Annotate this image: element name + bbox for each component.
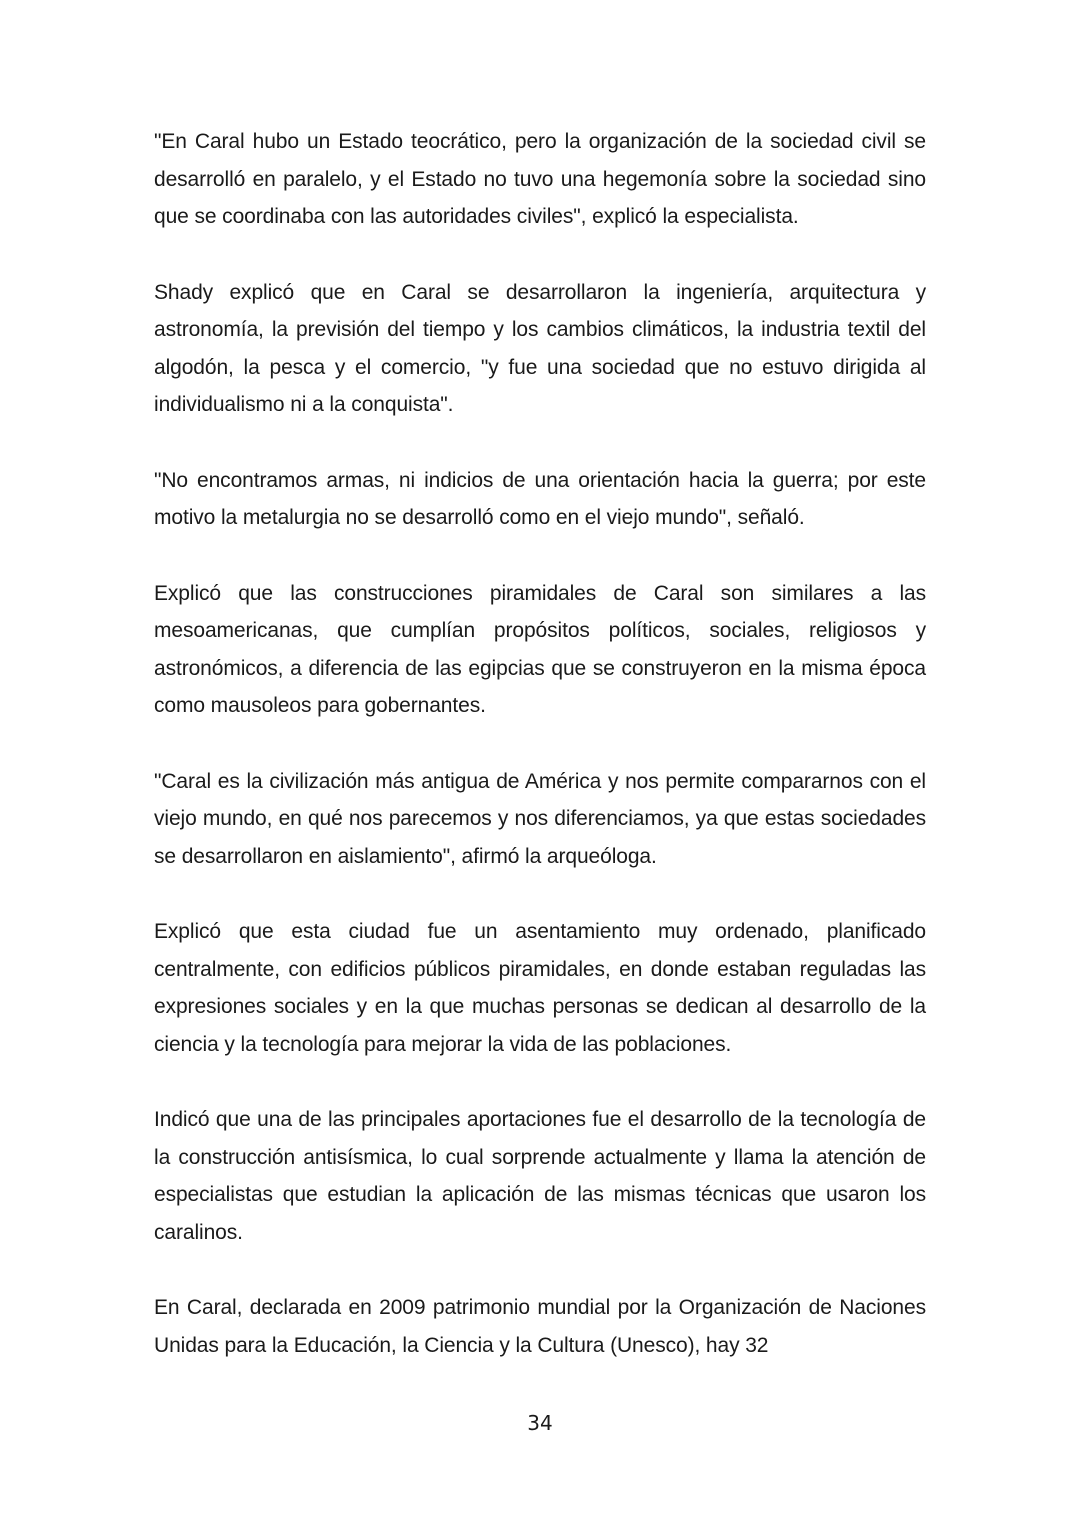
paragraph: Explicó que las construcciones piramidales de Caral son similares a las mesoamericanas, que cumplían propósitos políticos, sociales, religiosos y astronómicos, a diferencia de las egipcias que se construyeron en la misma época como mausoleos para gobernantes. bbox=[154, 581, 926, 717]
paragraph: "Caral es la civilización más antigua de América y nos permite compararnos con el viejo mundo, en qué nos parecemos y nos diferenciamos, ya que estas sociedades se desarrollaron en aislamiento", afirmó la arqueóloga. bbox=[154, 769, 926, 868]
body-text bbox=[154, 123, 926, 1402]
page-number: 34 bbox=[527, 1411, 553, 1435]
paragraph: "No encontramos armas, ni indicios de una orientación hacia la guerra; por este motivo la metalurgia no se desarrolló como en el viejo mundo", señaló. bbox=[154, 468, 926, 529]
paragraph: "En Caral hubo un Estado teocrático, pero la organización de la sociedad civil se desarrolló en paralelo, y el Estado no tuvo una hegemonía sobre la sociedad sino que se coordinaba con las autoridades civiles", explicó la especialista. bbox=[154, 130, 926, 228]
paragraph: En Caral, declarada en 2009 patrimonio mundial por la Organización de Naciones Unidas para la Educación, la Ciencia y la Cultura (Unesco), hay 32 bbox=[154, 1296, 926, 1357]
paragraph: Explicó que esta ciudad fue un asentamiento muy ordenado, planificado centralmente, con edificios públicos piramidales, en donde estaban reguladas las expresiones sociales y en la que muchas personas se dedican al desarrollo de la ciencia y la tecnología para mejorar la vida de las poblaciones. bbox=[154, 920, 926, 1056]
paragraph: Indicó que una de las principales aportaciones fue el desarrollo de la tecnología de la construcción antisísmica, lo cual sorprende actualmente y llama la atención de especialistas que estudian la aplicación de las mismas técnicas que usaron los caralinos. bbox=[154, 1108, 926, 1244]
paragraph: Shady explicó que en Caral se desarrollaron la ingeniería, arquitectura y astronomía, la previsión del tiempo y los cambios climáticos, la industria textil del algodón, la pesca y el comercio, "y fue una sociedad que no estuvo dirigida al individualismo ni a la conquista". bbox=[154, 280, 926, 416]
